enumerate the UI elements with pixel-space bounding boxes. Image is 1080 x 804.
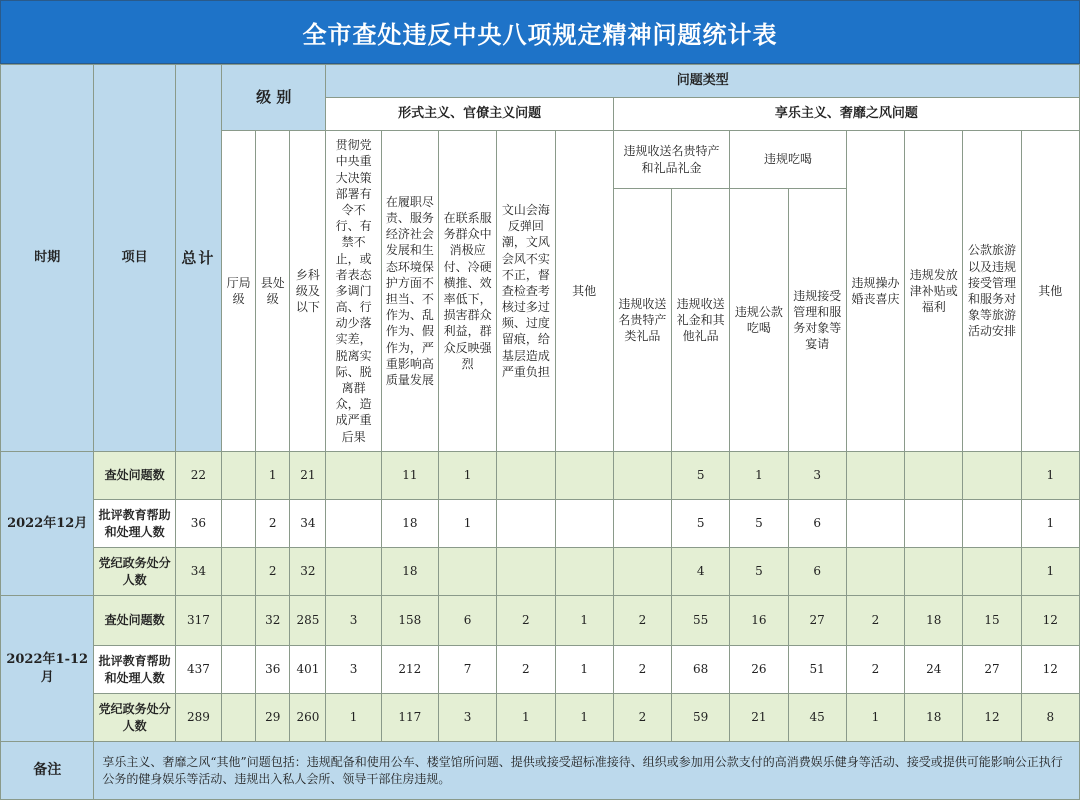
note-text: 享乐主义、奢靡之风“其他”问题包括：违规配备和使用公车、楼堂馆所问题、提供或接受超标准接待、组织或参加用公款支付的高消费娱乐健身等活动、接受或提供可能影响公正执行公务的健身娱乐等活动、违规出入私人会所、领导干部住房违规。 — [94, 742, 1080, 800]
value-cell: 3 — [326, 596, 381, 646]
value-cell: 1 — [497, 694, 555, 742]
value-cell: 18 — [905, 596, 963, 646]
header-period: 时期 — [1, 65, 94, 452]
value-cell: 1 — [555, 694, 613, 742]
value-cell: 2 — [846, 646, 904, 694]
value-cell: 55 — [672, 596, 730, 646]
table-row — [1, 500, 1080, 548]
row-item-label: 查处问题数 — [94, 596, 175, 646]
table-row — [1, 694, 1080, 742]
value-cell: 32 — [290, 548, 326, 596]
header-level-township: 乡科级及以下 — [290, 131, 326, 452]
value-cell: 1 — [1021, 452, 1079, 500]
value-cell: 317 — [175, 596, 221, 646]
value-cell: 1 — [438, 452, 496, 500]
value-cell: 27 — [963, 646, 1021, 694]
value-cell: 34 — [175, 548, 221, 596]
value-cell — [555, 548, 613, 596]
value-cell: 401 — [290, 646, 326, 694]
header-hedonism: 享乐主义、奢靡之风问题 — [613, 98, 1079, 131]
header-formalism: 形式主义、官僚主义问题 — [326, 98, 613, 131]
value-cell: 1 — [1021, 548, 1079, 596]
value-cell: 1 — [326, 694, 381, 742]
row-item-label: 党纪政务处分人数 — [94, 548, 175, 596]
value-cell: 7 — [438, 646, 496, 694]
value-cell: 24 — [905, 646, 963, 694]
value-cell: 5 — [672, 452, 730, 500]
value-cell — [905, 500, 963, 548]
value-cell: 260 — [290, 694, 326, 742]
note-label: 备注 — [1, 742, 94, 800]
value-cell: 18 — [381, 500, 438, 548]
value-cell: 1 — [256, 452, 290, 500]
value-cell: 437 — [175, 646, 221, 694]
statistics-table — [0, 64, 1080, 800]
value-cell: 16 — [730, 596, 788, 646]
header-hedonism-travel: 公款旅游以及违规接受管理和服务对象等旅游活动安排 — [963, 131, 1021, 452]
value-cell: 5 — [672, 500, 730, 548]
header-level: 级 别 — [222, 65, 326, 131]
value-cell: 3 — [438, 694, 496, 742]
value-cell: 2 — [613, 646, 671, 694]
row-item-label: 党纪政务处分人数 — [94, 694, 175, 742]
value-cell: 2 — [613, 694, 671, 742]
value-cell — [963, 500, 1021, 548]
value-cell: 2 — [256, 548, 290, 596]
value-cell: 2 — [613, 596, 671, 646]
value-cell: 22 — [175, 452, 221, 500]
period-label: 2022年1-12月 — [1, 596, 94, 742]
header-hedonism-subsidy: 违规发放津补贴或福利 — [905, 131, 963, 452]
row-item-label: 批评教育帮助和处理人数 — [94, 500, 175, 548]
header-gift-cash: 违规收送礼金和其他礼品 — [672, 189, 730, 452]
value-cell — [497, 500, 555, 548]
value-cell — [438, 548, 496, 596]
header-total: 总计 — [175, 65, 221, 452]
value-cell — [555, 452, 613, 500]
header-item: 项目 — [94, 65, 175, 452]
value-cell: 2 — [256, 500, 290, 548]
table-row — [1, 646, 1080, 694]
header-hedonism-wedding: 违规操办婚丧喜庆 — [846, 131, 904, 452]
header-formalism-col-2: 在履职尽责、服务经济社会发展和生态环境保护方面不担当、不作为、乱作为、假作为，严重影响高质量发展 — [381, 131, 438, 452]
table-title: 全市查处违反中央八项规定精神问题统计表 — [0, 0, 1080, 64]
value-cell — [846, 548, 904, 596]
value-cell: 12 — [1021, 596, 1079, 646]
value-cell — [613, 452, 671, 500]
value-cell: 5 — [730, 548, 788, 596]
table-row — [1, 596, 1080, 646]
value-cell: 36 — [256, 646, 290, 694]
value-cell — [846, 452, 904, 500]
value-cell: 2 — [497, 646, 555, 694]
value-cell — [222, 548, 256, 596]
value-cell — [326, 452, 381, 500]
value-cell: 51 — [788, 646, 846, 694]
value-cell: 1 — [846, 694, 904, 742]
value-cell — [222, 694, 256, 742]
value-cell — [963, 452, 1021, 500]
header-issue-type: 问题类型 — [326, 65, 1080, 98]
table-row — [1, 548, 1080, 596]
value-cell: 11 — [381, 452, 438, 500]
value-cell: 158 — [381, 596, 438, 646]
row-item-label: 查处问题数 — [94, 452, 175, 500]
period-label: 2022年12月 — [1, 452, 94, 596]
value-cell — [222, 646, 256, 694]
value-cell — [905, 452, 963, 500]
value-cell: 1 — [555, 596, 613, 646]
header-gift-group: 违规收送名贵特产和礼品礼金 — [613, 131, 730, 189]
value-cell: 285 — [290, 596, 326, 646]
value-cell: 59 — [672, 694, 730, 742]
value-cell: 289 — [175, 694, 221, 742]
value-cell: 117 — [381, 694, 438, 742]
value-cell — [613, 548, 671, 596]
header-gift-specialty: 违规收送名贵特产类礼品 — [613, 189, 671, 452]
header-dining-public: 违规公款吃喝 — [730, 189, 788, 452]
header-hedonism-other: 其他 — [1021, 131, 1079, 452]
value-cell — [497, 452, 555, 500]
value-cell: 1 — [730, 452, 788, 500]
value-cell: 5 — [730, 500, 788, 548]
value-cell: 18 — [905, 694, 963, 742]
value-cell: 36 — [175, 500, 221, 548]
value-cell — [222, 596, 256, 646]
value-cell: 29 — [256, 694, 290, 742]
value-cell — [846, 500, 904, 548]
header-level-county: 县处级 — [256, 131, 290, 452]
value-cell: 18 — [381, 548, 438, 596]
value-cell: 12 — [963, 694, 1021, 742]
value-cell: 6 — [438, 596, 496, 646]
value-cell: 3 — [326, 646, 381, 694]
value-cell — [905, 548, 963, 596]
value-cell: 45 — [788, 694, 846, 742]
value-cell: 34 — [290, 500, 326, 548]
value-cell: 32 — [256, 596, 290, 646]
value-cell — [326, 548, 381, 596]
value-cell: 26 — [730, 646, 788, 694]
value-cell — [222, 452, 256, 500]
value-cell — [222, 500, 256, 548]
value-cell: 4 — [672, 548, 730, 596]
value-cell: 15 — [963, 596, 1021, 646]
value-cell: 1 — [1021, 500, 1079, 548]
value-cell: 6 — [788, 500, 846, 548]
header-formalism-col-1: 贯彻党中央重大决策部署有令不行、有禁不止，或者表态多调门高、行动少落实差，脱离实际、脱离群众，造成严重后果 — [326, 131, 381, 452]
value-cell: 1 — [438, 500, 496, 548]
header-dining-banquet: 违规接受管理和服务对象等宴请 — [788, 189, 846, 452]
value-cell: 12 — [1021, 646, 1079, 694]
value-cell: 3 — [788, 452, 846, 500]
value-cell: 1 — [555, 646, 613, 694]
value-cell: 2 — [497, 596, 555, 646]
value-cell: 212 — [381, 646, 438, 694]
value-cell: 6 — [788, 548, 846, 596]
value-cell: 2 — [846, 596, 904, 646]
value-cell: 68 — [672, 646, 730, 694]
header-formalism-col-4: 文山会海反弹回潮，文风会风不实不正，督查检查考核过多过频、过度留痕，给基层造成严重负担 — [497, 131, 555, 452]
header-formalism-col-5: 其他 — [555, 131, 613, 452]
value-cell: 8 — [1021, 694, 1079, 742]
value-cell — [963, 548, 1021, 596]
value-cell: 27 — [788, 596, 846, 646]
table-row — [1, 452, 1080, 500]
value-cell — [555, 500, 613, 548]
header-formalism-col-3: 在联系服务群众中消极应付、冷硬横推、效率低下，损害群众利益，群众反映强烈 — [438, 131, 496, 452]
header-level-bureau: 厅局级 — [222, 131, 256, 452]
row-item-label: 批评教育帮助和处理人数 — [94, 646, 175, 694]
value-cell — [326, 500, 381, 548]
value-cell — [613, 500, 671, 548]
header-dining-group: 违规吃喝 — [730, 131, 847, 189]
value-cell: 21 — [290, 452, 326, 500]
value-cell — [497, 548, 555, 596]
value-cell: 21 — [730, 694, 788, 742]
